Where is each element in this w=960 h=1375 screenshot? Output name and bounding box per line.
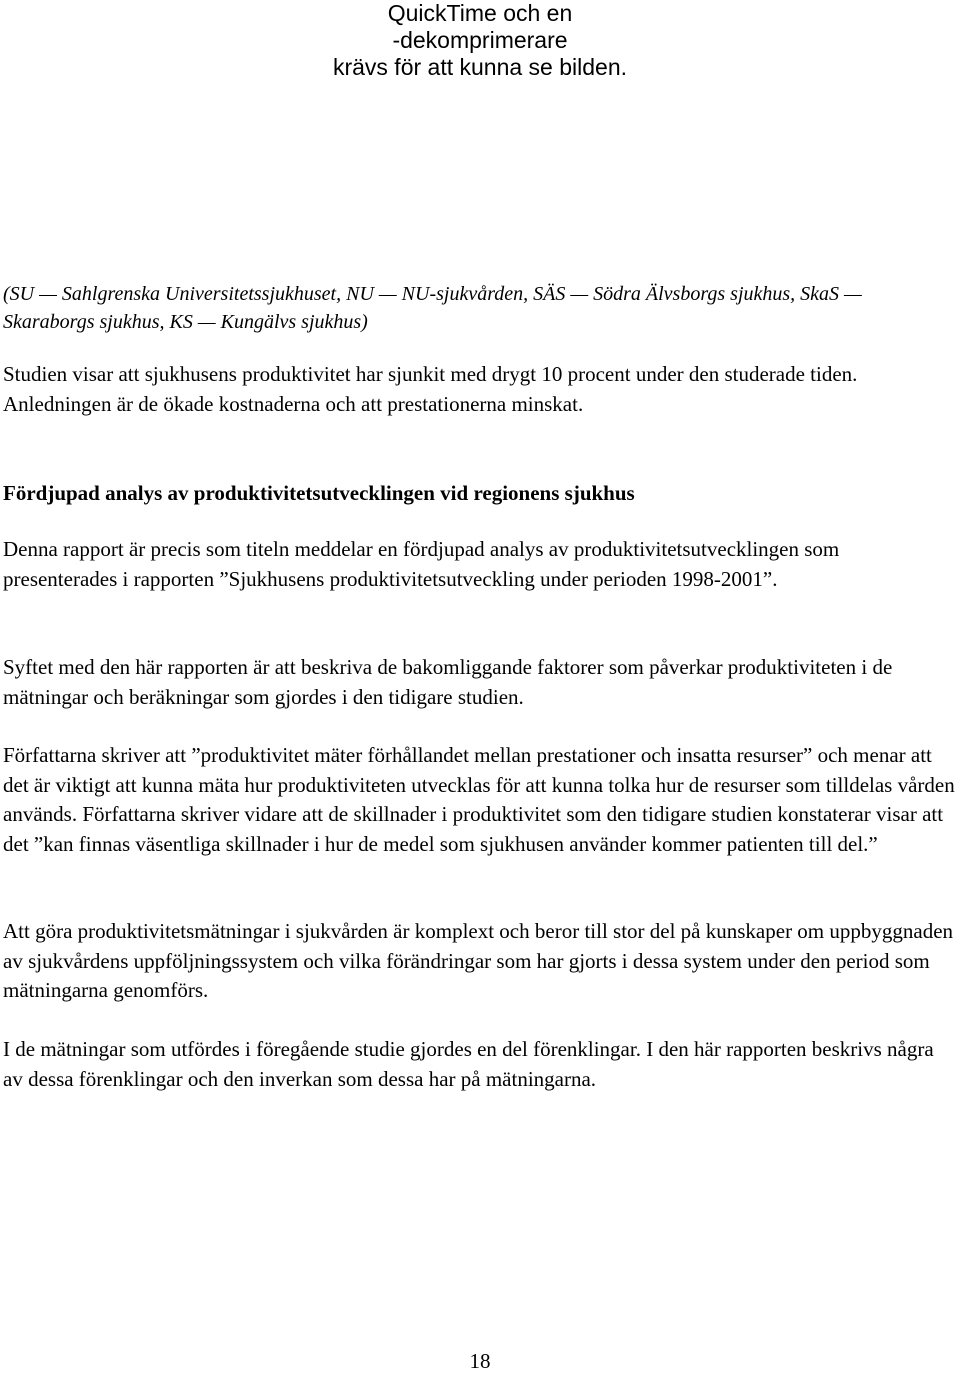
placeholder-line: QuickTime och en	[387, 0, 573, 26]
body-paragraph-5: I de mätningar som utfördes i föregående studie gjordes en del förenklingar. I den här rapporten beskrivs några av dessa förenklingar och den inverkan som dessa har på mätningarna.	[3, 1037, 934, 1091]
body-paragraph-3: Författarna skriver att ”produktivitet mäter förhållandet mellan prestationer och insatta resurser” och menar att det är viktigt att kunna mäta hur produktiviteten utvecklas för att kunna tolka hur de resurser som tilldelas vården används. Författarna skriver vidare att de skillnader i produktivitet som den tidigare studien konstaterar visar att det ”kan finnas väsentliga skillnader i hur de medel som sjukhusen använder kommer patienten till del.”	[3, 743, 955, 856]
section-heading: Fördjupad analys av produktivitetsutvecklingen vid regionens sjukhus	[3, 481, 635, 505]
body-paragraph-1: Denna rapport är precis som titeln meddelar en fördjupad analys av produktivitetsutvecklingen som presenterades i rapporten ”Sjukhusens produktivitetsutveckling under perioden 1998-2001”.	[3, 537, 840, 591]
body-paragraph-4: Att göra produktivitetsmätningar i sjukvården är komplext och beror till stor del på kunskaper om uppbyggnaden av sjukvårdens uppföljningssystem och vilka förändringar som har gjorts i dessa system under den period som mätningarna genomförs.	[3, 919, 954, 1002]
placeholder-line: krävs för att kunna se bilden.	[332, 54, 628, 80]
body-paragraph-2: Syftet med den här rapporten är att beskriva de bakomliggande faktorer som påverkar produktiviteten i de mätningar och beräkningar som gjordes i den tidigare studien.	[3, 655, 893, 709]
page-number: 18	[469, 1349, 491, 1373]
quicktime-image-placeholder	[180, 0, 780, 81]
placeholder-line: -dekomprimerare	[392, 27, 568, 53]
hospital-abbreviations: (SU — Sahlgrenska Universitetssjukhuset, NU — NU-sjukvården, SÄS — Södra Älvsborgs sjukhus, SkaS — Skaraborgs sjukhus, KS — Kungälvs sjukhus)	[3, 283, 862, 333]
intro-paragraph: Studien visar att sjukhusens produktivitet har sjunkit med drygt 10 procent under den studerade tiden. Anledningen är de ökade kostnaderna och att prestationerna minskat.	[3, 362, 858, 416]
